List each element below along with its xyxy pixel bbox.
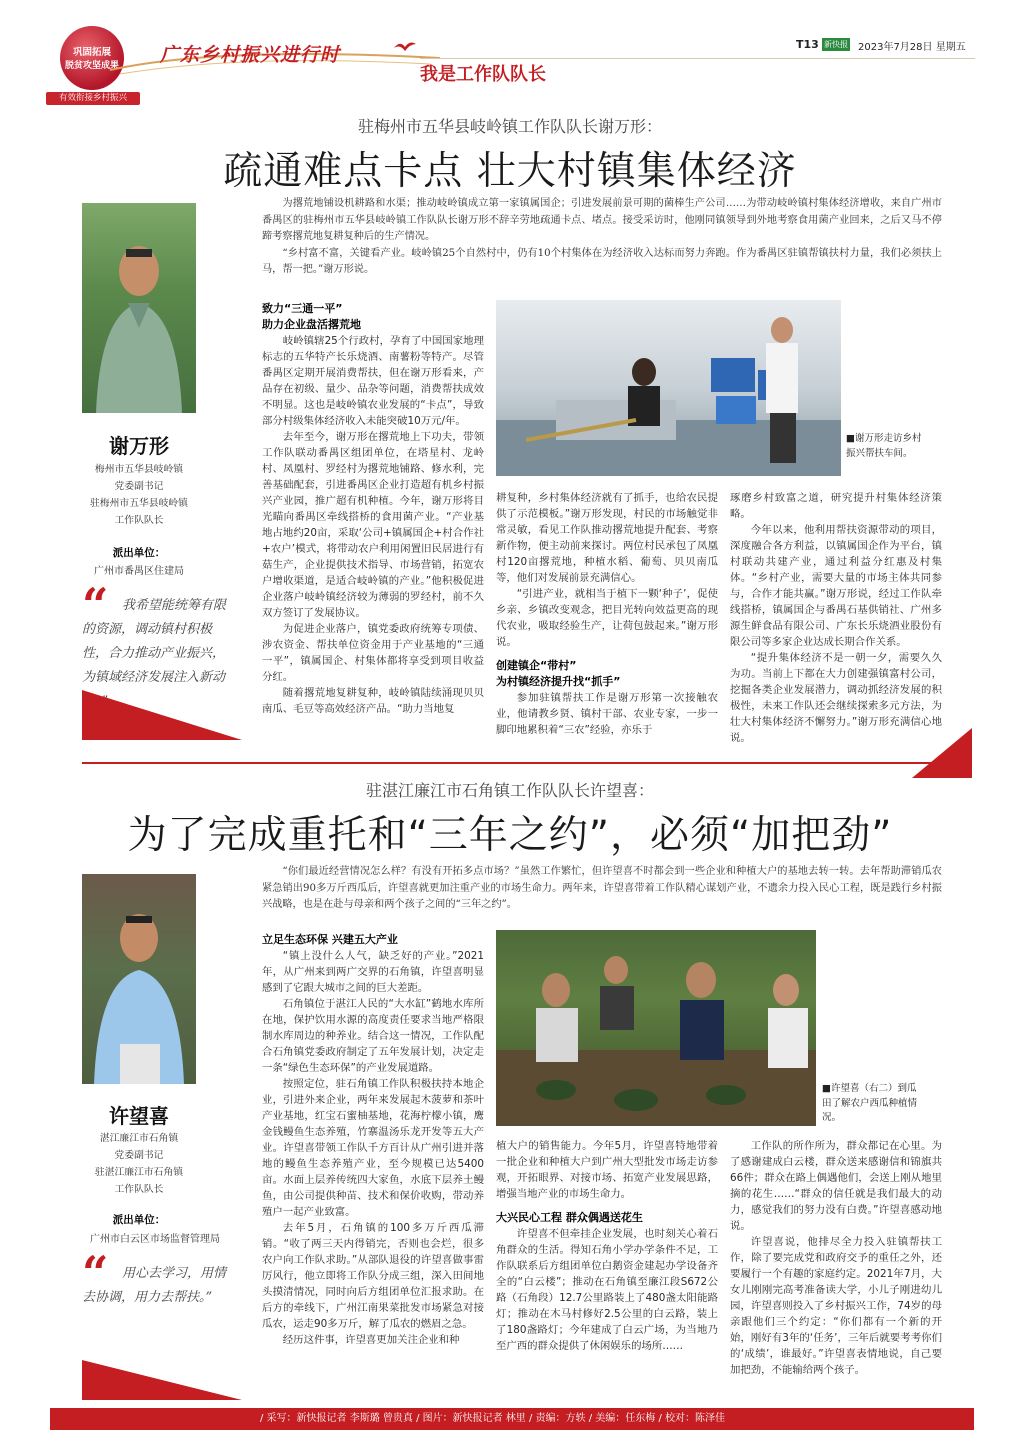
story1-profile-job	[82, 461, 196, 529]
intro-paragraph: 为撂荒地铺设机耕路和水渠；推动岐岭镇成立第一家镇属国企；引进发展前景可期的菌棒生产公司……为带动岐岭镇村集体经济增收，来自广州市番禺区的驻梅州市五华县岐岭镇工作队队长谢万形不辞辛劳地疏通卡点、堵点。接受采访时，他刚同镇领导到外地考察食用菌产业回来，之后又马不停蹄考察撂荒地复耕复种后的生产情况。	[262, 198, 942, 242]
story1-col2	[496, 490, 718, 738]
job-line: 工作队队长	[114, 1184, 164, 1195]
paragraph: “镇上没什么人气，缺乏好的产业。”2021年，从广州来到两广交界的石角镇，许望喜明显感到了它跟大城市之间的巨大差距。	[262, 950, 484, 994]
badge-ribbon: 有效衔接乡村振兴	[46, 92, 140, 105]
section-title: 我是工作队队长	[420, 64, 546, 85]
calligraphy-title: 广东乡村振兴进行时	[160, 44, 341, 66]
job-line: 驻梅州市五华县岐岭镇	[90, 498, 188, 509]
story1-intro	[262, 196, 942, 279]
story2-photo-caption: ■许望喜（右二）到瓜田了解农户西瓜种植情况。	[822, 1083, 918, 1123]
story1-col3	[730, 490, 942, 746]
paper-tag: 新快报	[824, 40, 848, 49]
story2-portrait	[82, 874, 196, 1084]
story1-col1	[262, 301, 484, 717]
footer-credits: / 采写：新快报记者 李斯璐 曾贵真 / 图片：新快报记者 林里 / 责编：方轶 / 美编：任东梅 / 校对：陈泽佳	[260, 1413, 725, 1424]
paragraph: 石角镇位于湛江人民的“大水缸”鹤地水库所在地，保护饮用水源的高度责任要求当地严格限制水库周边的种养业。结合这一情况，工作队配合石角镇党委政府制定了五年发展计划，决定走一条“绿色生态环保”的产业发展道路。	[262, 998, 484, 1074]
story1-quote	[82, 578, 242, 685]
paragraph: 按照定位，驻石角镇工作队积极扶持本地企业，引进外来企业，两年来发展起木菠萝和茶叶产业基地，红宝石蜜柚基地，花海柠檬小镇，鹰金钱鳗鱼生态养殖，竹寨温汤乐龙开发等五大产业。许望喜带领工作队千方百计从广州引进并落地的鳗鱼生态养殖产业，至今规模已达5400亩。水面上层养传统四大家鱼，水底下层养土鳗鱼，由公司提供种苗、技术和保价收购，带动养殖户一起产业致富。	[262, 1078, 484, 1218]
job-line: 工作队队长	[114, 515, 164, 526]
story2-quote	[82, 1246, 242, 1305]
intro-paragraph: “你们最近经营情况怎么样？有没有开拓多点市场？”虽然工作繁忙，但许望喜不时都会到一些企业和种植大户的基地去转一转。去年帮助滞销瓜农紧急销出90多万斤西瓜后，许望喜就更加注重产业的市场生命力。两年来，许望喜带着工作队精心谋划产业，不遗余力投入民心工程，既是践行乡村振兴战略，也是在赴与母亲和两个孩子之间的“三年之约”。	[262, 866, 942, 910]
story2-col3	[730, 1138, 942, 1378]
story2-dept: 广州市白云区市场监督管理局	[90, 1234, 220, 1245]
portrait-figure-icon	[82, 874, 196, 1084]
header-rule	[420, 58, 975, 59]
job-line: 梅州市五华县岐岭镇	[94, 464, 184, 475]
story2-headline: 为了完成重托和“三年之约”，必须“加把劲”	[127, 813, 893, 858]
workshop-scene	[496, 300, 841, 476]
paragraph: 许望喜不但牵挂企业发展，也时刻关心着石角群众的生活。得知石角小学办学条件不足，工作队联系后方组团单位白鹅资金建起办学设备齐全的“白云楼”；推动在石角镇至廉江段S672公路（石角段）12.7公里路装上了480盏太阳能路灯；推动在木马村修好2.5公里的白云路，装上了180盏路灯；今年建成了白云广场，为当地乃至广西的群众提供了休闲娱乐的场所……	[496, 1228, 718, 1352]
page-number: T13	[796, 38, 819, 51]
red-corner-decoration	[82, 690, 242, 740]
job-line: 党委副书记	[114, 481, 164, 492]
paragraph: “引进产业，就相当于植下一颗‘种子’，促使乡亲、乡镇改变观念，把目光转向效益更高的现代农业，吸取经验生产，让荷包鼓起来。”谢万形说。	[496, 588, 718, 648]
subheading: 立足生态环保 兴建五大产业	[262, 933, 398, 946]
badge-line2: 脱贫攻坚成果	[64, 61, 119, 71]
story1-quote-text: 我希望能统筹有限的资源，调动镇村积极性，合力推动产业振兴，为镇域经济发展注入新动	[82, 598, 227, 685]
story2-profile-job	[82, 1130, 196, 1198]
story1-portrait	[82, 203, 196, 413]
field-scene	[496, 930, 816, 1126]
quote-mark-icon: “	[82, 578, 109, 632]
story1-photo-caption: ■谢万形走访乡村振兴帮扶车间。	[846, 433, 922, 459]
story1-headline: 疏通难点卡点 壮大村镇集体经济	[223, 149, 797, 194]
portrait-figure-icon	[82, 203, 196, 413]
paragraph: 今年以来，他利用帮扶资源带动的项目，深度融合各方利益，以镇属国企作为平台，镇村联动共建产业，通过利益分红惠及村集体。“乡村产业，需要大量的市场主体共同参与，合作才能共赢。”谢万形说，经过工作队牵线搭桥，镇属国企与番禺石基供销社、广州多源生鲜食品有限公司、广东长乐烧酒业股份有限公司等多家企业达成长期合作关系。	[730, 524, 942, 648]
body-text	[496, 490, 718, 650]
job-line: 湛江廉江市石角镇	[99, 1133, 179, 1144]
paragraph: 岐岭镇辖25个行政村，孕育了中国国家地理标志的五华特产长乐烧酒、南薯粉等特产。尽管番禺区定期开展消费帮扶，但在谢万形看来，产品存在初级、量少、品杂等问题，消费帮扶成效不明显。这也是岐岭镇农业发展的“卡点”，导致部分村级集体经济收入未能突破10万元/年。	[262, 335, 484, 427]
story-divider	[82, 762, 972, 764]
subheading: 创建镇企“带村”	[496, 659, 577, 672]
subheading: 致力“三通一平”	[262, 302, 343, 315]
body-text	[262, 948, 484, 1348]
body-text	[730, 490, 942, 746]
issue-date: 2023年7月28日 星期五	[858, 42, 966, 53]
red-corner-decoration	[82, 1360, 242, 1400]
story2-deck: 驻湛江廉江市石角镇工作队队长许望喜：	[365, 781, 654, 800]
paragraph: “提升集体经济不是一朝一夕，需要久久为功。当前上下都在大力创建强镇富村公司，挖掘各类企业发展潜力，调动抓经济发展的积极性，未来工作队还会继续探索多元方法，为壮大村集体经济不懈努力。”谢万形充满信心地说。	[730, 652, 942, 744]
paragraph: 植大户的销售能力。今年5月，许望喜特地带着一批企业和种植大户到广州大型批发市场走访参观，开拓眼界、对接市场、拓宽产业发展思路，增强当地产业的市场生命力。	[496, 1140, 718, 1200]
intro-paragraph: “乡村富不富，关键看产业。岐岭镇25个自然村中，仍有10个村集体在为经济收入达标而努力奔跑。作为番禺区驻镇帮镇扶村力量，我们必须扶上马，帮一把。”谢万形说。	[262, 247, 942, 275]
paragraph: 经历这件事，许望喜更加关注企业和种	[282, 1334, 460, 1346]
body-text	[730, 1138, 942, 1378]
paragraph: 工作队的所作所为，群众都记在心里。为了感谢建成白云楼，群众送来感谢信和锦旗共66件；群众在路上偶遇他们，会送上刚从地里摘的花生……“群众的信任就是我们最大的动力，感觉我们的努力没有白费。”许望喜感动地说。	[730, 1140, 942, 1232]
job-line: 党委副书记	[114, 1150, 164, 1161]
header	[0, 0, 1024, 110]
body-text	[262, 333, 484, 717]
paragraph: 耕复种，乡村集体经济就有了抓手，也给农民提供了示范模板。”谢万形发现，村民的市场触觉非常灵敏，看见工作队推动撂荒地提升配套、考察新作物，便主动前来探讨。两位村民承包了凤凰村120亩撂荒地，种植水稻、葡萄、贝贝南瓜等，他们对发展前景充满信心。	[496, 492, 718, 584]
story2-photo	[496, 930, 816, 1126]
bird-icon	[392, 38, 418, 54]
story2-col2	[496, 1138, 718, 1354]
story1-dept: 广州市番禺区住建局	[94, 566, 184, 577]
job-line: 驻湛江廉江市石角镇	[94, 1167, 184, 1178]
paragraph: 为促进企业落户，镇党委政府统筹专项债、涉农资金、帮扶单位资金用于产业基地的“三通一平”，镇属国企、村集体都将享受到项目收益分红。	[262, 623, 484, 683]
paragraph: 参加驻镇帮扶工作是谢万形第一次接触农业，他请教乡贤、镇村干部、农业专家，一步一脚印地累积着“三农”经验，亦乐于	[496, 692, 718, 736]
story2-intro	[262, 864, 942, 914]
subheading: 为村镇经济提升找“抓手”	[496, 675, 621, 688]
story2-profile-name: 许望喜	[109, 1104, 169, 1128]
footer-bar	[50, 1408, 974, 1430]
paragraph: 许望喜说，他排尽全力投入驻镇帮扶工作，除了要完成党和政府交予的重任之外，还要履行一个有趣的家庭约定。2021年7月，大女儿刚刚完高考准备读大学，小儿子刚进幼儿园，许望喜则投入了乡村振兴工作，74岁的母亲跟他们三个约定：“你们都有一个新的开始，刚好有3年的‘任务’，三年后就要考考你们的‘成绩’，谁最好。”许望喜表情地说，自己要加把劲，不能输给两个孩子。	[730, 1236, 942, 1376]
red-corner-decoration	[912, 728, 972, 778]
paragraph: 去年至今，谢万形在撂荒地上下功夫，带领工作队联动番禺区组团单位，在塔星村、龙岭村、凤凰村、罗经村为撂荒地铺路、修水利，完善基础配套，引进番禺区企业打造超有机乡村振兴产业园，推广超有机种植。今年，谢万形将目光瞄向番禺区牵线搭桥的食用菌产业。“产业基地占地约20亩，采取‘公司+镇属国企+村合作社+农户’模式，将带动农户利用闲置旧民居进行有菇生产，企业提供技术指导、市场营销，拓宽农户增收渠道，是适合岐岭镇的产业。”他积极促进企业落户岐岭镇经济较为薄弱的罗经村，前不久双方签订了发展协议。	[262, 431, 484, 619]
paragraph: 去年5月，石角镇的100多万斤西瓜滞销。“收了两三天内得销完，否则也会烂，很多农户向工作队求助。”从部队退役的许望喜做事雷厉风行，他立即将工作队分成三组，深入田间地头摸清情况，同时向后方组团单位汇报求助。在后方的牵线下，广州江南果菜批发市场紧急对接瓜农，运走90多万斤，解了瓜农的燃眉之急。	[262, 1222, 484, 1330]
story1-profile-name: 谢万形	[109, 434, 169, 458]
story2-dept-heading: 派出单位：	[112, 1214, 166, 1226]
body-text	[496, 1226, 718, 1354]
body-text	[496, 1138, 718, 1202]
paragraph: 随着撂荒地复耕复种，岐岭镇陆续涌现贝贝南瓜、毛豆等高效经济产品。“助力当地复	[262, 687, 484, 715]
body-text	[496, 690, 718, 738]
quote-mark-icon: “	[82, 1246, 109, 1300]
paragraph: 琢磨乡村致富之道，研究提升村集体经济策略。	[730, 492, 942, 520]
subheading: 大兴民心工程 群众偶遇送花生	[496, 1211, 643, 1224]
story2-quote-text: 用心去学习，用情去协调，用力去帮扶。”	[82, 1266, 227, 1305]
story1-dept-heading: 派出单位：	[112, 547, 166, 559]
story1-deck: 驻梅州市五华县岐岭镇工作队队长谢万形：	[357, 117, 662, 136]
story1-photo	[496, 300, 841, 476]
subheading: 助力企业盘活撂荒地	[262, 318, 361, 331]
badge-line1: 巩固拓展	[72, 47, 111, 58]
story2-col1	[262, 932, 484, 1348]
